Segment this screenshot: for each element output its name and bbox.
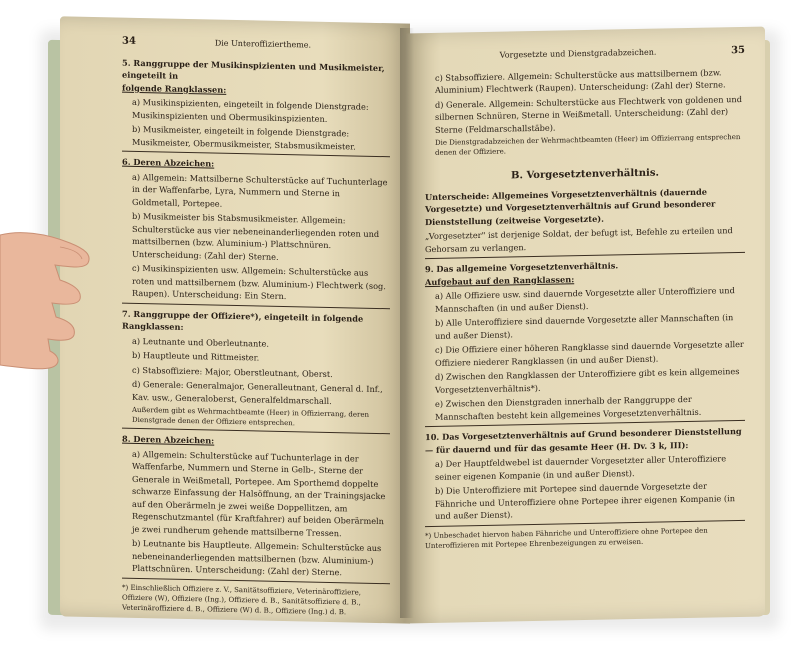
- left-running-head: Die Unteroffiziertheme.: [214, 38, 312, 50]
- section9-sub: Aufgebaut auf den Rangklassen:: [425, 273, 575, 287]
- section6-b: b) Musikmeister bis Stabsmusikmeister. Allgemein: Schulterstücke aus vier nebeneinanderliegenden roten und mattsilbernen (bzw. Aluminium-) Plattschnüren. Unterscheidung: (Zahl der) Sterne.: [132, 210, 380, 262]
- section8-a: a) Allgemein: Schulterstücke auf Tuchunterlage in der Waffenfarbe, Nummern und Sterne in Gelb-, Sterne der Generale in Weißmetall, Portepee. Am Sporthemd doppelte schwarze Einfassung der Halsöffnung, an der Trainingsjacke auf den Oberärmeln je zwei weiße Doppellitzen, am Regenschutzmantel (für Kraftfahrer) auf beiden Oberärmeln je zwei rundherum gehende mattsilberne Tressen.: [132, 448, 386, 538]
- section9-e: e) Zwischen den Dienstgraden innerhalb der Ranggruppe der Mannschaften besteht kein allgemeines Vorgesetztenverhältnis.: [435, 393, 702, 422]
- left-page-number: 34: [122, 35, 136, 47]
- section10-b: b) Die Unteroffiziere mit Portepee sind dauernde Vorgesetzte der Fähnriche und Unteroffiziere ohne Portepee ihrer eigenen Kompanie (in und außer Dienst).: [435, 480, 735, 521]
- section6-c: c) Musikinspizienten usw. Allgemein: Schulterstücke aus roten und mattsilbernem (bzw. Aluminium-) Flechtwerk (sog. Raupen). Unterscheidung: Ein Stern.: [132, 262, 386, 302]
- section10-a: a) Der Hauptfeldwebel ist dauernder Vorgesetzter aller Unteroffiziere seiner eigenen Kompanie (in und außer Dienst).: [435, 453, 727, 482]
- section10-heading: 10. Das Vorgesetztenverhältnis auf Grund besonderer Dienststellung — für dauernd und für das gesamte Heer (H. Dv. 3 k, III):: [425, 425, 742, 455]
- section9-a: a) Alle Offiziere usw. sind dauernde Vorgesetzte aller Unteroffiziere und Mannschaften (in und außer Dienst).: [435, 285, 735, 314]
- section9-d: d) Zwischen den Rangklassen der Unteroffiziere gibt es kein allgemeines Vorgesetztenverhältnis*).: [435, 366, 740, 395]
- left-page-header: [122, 36, 390, 54]
- section5-b: b) Musikmeister, eingeteilt in folgende Dienstgrade: Musikmeister, Obermusikmeister, Stabsmusikmeister.: [132, 123, 356, 152]
- definition-text: „Vorgesetzter" ist derjenige Soldat, der befugt ist, Befehle zu erteilen und Gehorsam zu verlangen.: [425, 225, 733, 254]
- right-running-head: Vorgesetzte und Dienstgradabzeichen.: [499, 47, 657, 60]
- left-footnote: *) Einschließlich Offiziere z. V., Sanitätsoffiziere, Veterinäroffiziere, Offiziere (W), Offiziere (Ing.), Offiziere d. B., Sanitätsoffiziere d. B., Veterinäroffiziere d. B., Offiziere (W) d. B., Offiziere (Ing.) d. B.: [122, 583, 362, 616]
- section-b-title: B. Vorgesetztenverhältnis.: [511, 167, 659, 182]
- right-item-d: d) Generale. Allgemein: Schulterstücke aus Flechtwerk von goldenen und silbernen Schnüren, Sterne in Weißmetall. Unterscheidung: (Zahl der) Sterne (Feldmarschallstäbe).: [435, 93, 742, 135]
- section5-heading: 5. Ranggruppe der Musikinspizienten und Musikmeister, eingeteilt in: [122, 57, 385, 81]
- section6-heading: 6. Deren Abzeichen:: [122, 156, 215, 169]
- right-footnote: *) Unbeschadet hiervon haben Fähnriche und Unteroffiziere ohne Portepee den Unteroffizieren mit Portepee Ehrenbezeigungen zu erweisen.: [425, 526, 708, 550]
- right-page-number: 35: [731, 44, 745, 57]
- section7-note: Außerdem gibt es Wehrmachtbeamte (Heer) in Offizierrang, deren Dienstgrade denen der Offiziere entsprechen.: [132, 405, 370, 428]
- right-page: [405, 27, 765, 624]
- section6-a: a) Allgemein: Mattsilberne Schulterstücke auf Tuchunterlage in der Waffenfarbe, Lyra, Nummern und Sterne in Goldmetall, Portepee.: [132, 171, 388, 209]
- section7-a: a) Leutnante und Oberleutnante.: [132, 335, 269, 349]
- hand-holding-book: [0, 225, 95, 375]
- unterscheide-text: Unterscheide: Allgemeines Vorgesetztenverhältnis (dauernde Vorgesetzte) und Vorgesetztenverhältnis auf Grund besonderer Dienststellung (zeitweise Vorgesetzte).: [425, 186, 716, 227]
- section5-a: a) Musikinspizienten, eingeteilt in folgende Dienstgrade: Musikinspizienten und Obermusikinspizienten.: [132, 96, 369, 124]
- section8-heading: 8. Deren Abzeichen:: [122, 433, 215, 446]
- section9-c: c) Die Offiziere einer höheren Rangklasse sind dauernde Vorgesetzte aller Offiziere niederer Rangklassen (in und außer Dienst).: [435, 338, 744, 368]
- left-page: [60, 16, 410, 623]
- section5-sub: folgende Rangklassen:: [122, 82, 227, 95]
- section7-b: b) Hauptleute und Rittmeister.: [132, 349, 260, 363]
- section7-heading: 7. Ranggruppe der Offiziere*), eingeteilt in folgende Rangklassen:: [122, 308, 364, 332]
- right-page-header: [425, 45, 745, 64]
- section7-c: c) Stabsoffiziere: Major, Oberstleutnant, Oberst.: [132, 364, 333, 379]
- right-item-c: c) Stabsoffiziere. Allgemein: Schulterstücke aus mattsilbernem (bzw. Aluminium) Flechtwerk (Raupen). Unterscheidung: (Zahl der) Sterne.: [435, 66, 726, 95]
- book-gutter: [400, 28, 414, 618]
- section9-heading: 9. Das allgemeine Vorgesetztenverhältnis.: [425, 260, 619, 275]
- section7-d: d) Generale: Generalmajor, Generalleutnant, General d. Inf., Kav. usw., Generaloberst, Generalfeldmarschall.: [132, 378, 383, 406]
- right-note1: Die Dienstgradabzeichen der Wehrmachtbeamten (Heer) im Offizierrang entsprechen denen der Offiziere.: [435, 133, 741, 157]
- section9-b: b) Alle Unteroffiziere sind dauernde Vorgesetzte aller Mannschaften (in und außer Dienst).: [435, 312, 734, 341]
- section8-b: b) Leutnante bis Hauptleute. Allgemein: Schulterstücke aus nebeneinanderliegenden mattsilbernen (bzw. Aluminium-) Plattschnüren. Unterscheidung: (Zahl der) Sterne.: [132, 537, 382, 578]
